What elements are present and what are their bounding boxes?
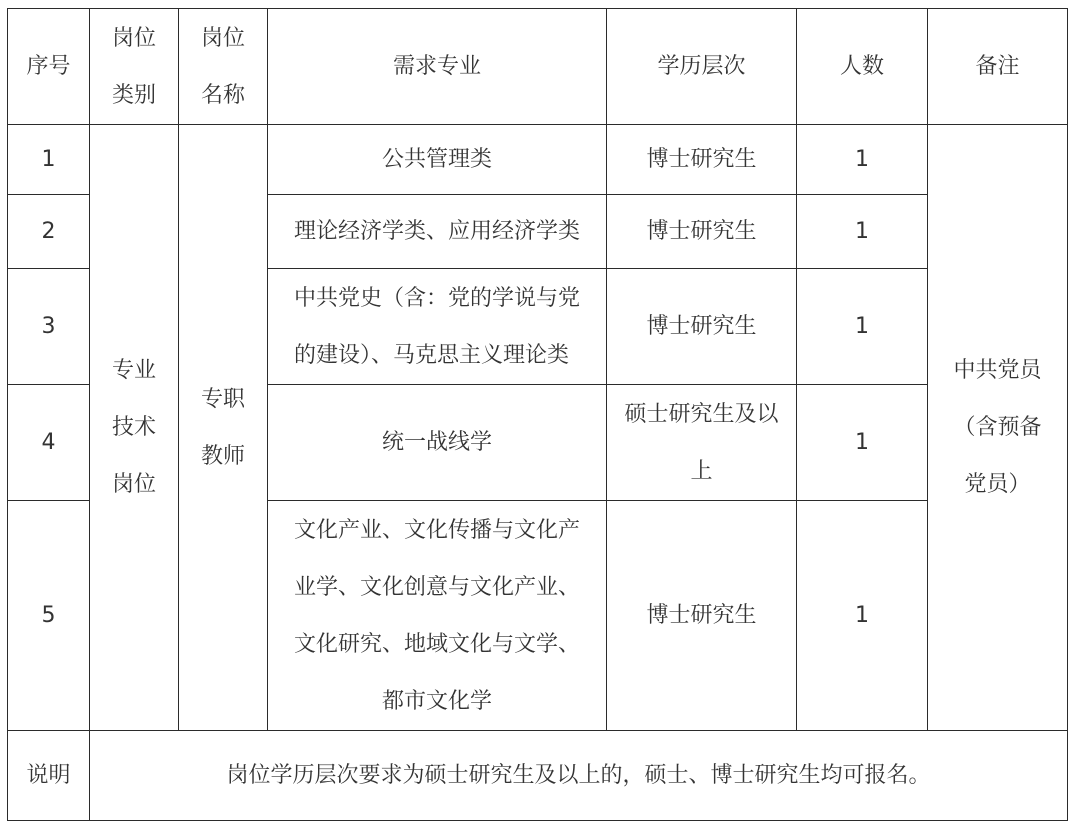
row-major: 公共管理类 [268, 125, 607, 195]
row-index: 2 [8, 195, 90, 269]
header-post-name: 岗位 名称 [179, 9, 268, 125]
row-index: 5 [8, 501, 90, 731]
header-count: 人数 [797, 9, 928, 125]
footer-label: 说明 [8, 731, 90, 821]
footer-row [8, 731, 1068, 821]
row-education: 博士研究生 [607, 269, 797, 385]
row-count: 1 [797, 195, 928, 269]
header-category: 岗位 类别 [90, 9, 179, 125]
row-index: 3 [8, 269, 90, 385]
row-major: 文化产业、文化传播与文化产 业学、文化创意与文化产业、 文化研究、地域文化与文学、 都市文化学 [268, 501, 607, 731]
row-education: 硕士研究生及以 上 [607, 385, 797, 501]
merged-post-name-cell: 专职 教师 [179, 125, 268, 731]
header-index: 序号 [8, 9, 90, 125]
footer-note: 岗位学历层次要求为硕士研究生及以上的，硕士、博士研究生均可报名。 [90, 731, 1068, 821]
row-count: 1 [797, 125, 928, 195]
row-education: 博士研究生 [607, 125, 797, 195]
row-education: 博士研究生 [607, 501, 797, 731]
header-education: 学历层次 [607, 9, 797, 125]
header-major: 需求专业 [268, 9, 607, 125]
row-count: 1 [797, 501, 928, 731]
row-count: 1 [797, 269, 928, 385]
row-major: 理论经济学类、应用经济学类 [268, 195, 607, 269]
header-remark: 备注 [928, 9, 1068, 125]
row-major: 中共党史（含：党的学说与党 的建设）、马克思主义理论类 [268, 269, 607, 385]
row-count: 1 [797, 385, 928, 501]
row-index: 4 [8, 385, 90, 501]
recruitment-table [7, 8, 1068, 821]
merged-remark-cell: 中共党员 （含预备 党员） [928, 125, 1068, 731]
row-major: 统一战线学 [268, 385, 607, 501]
table-row [8, 125, 1068, 195]
row-index: 1 [8, 125, 90, 195]
merged-category-cell: 专业 技术 岗位 [90, 125, 179, 731]
header-row [8, 9, 1068, 125]
row-education: 博士研究生 [607, 195, 797, 269]
